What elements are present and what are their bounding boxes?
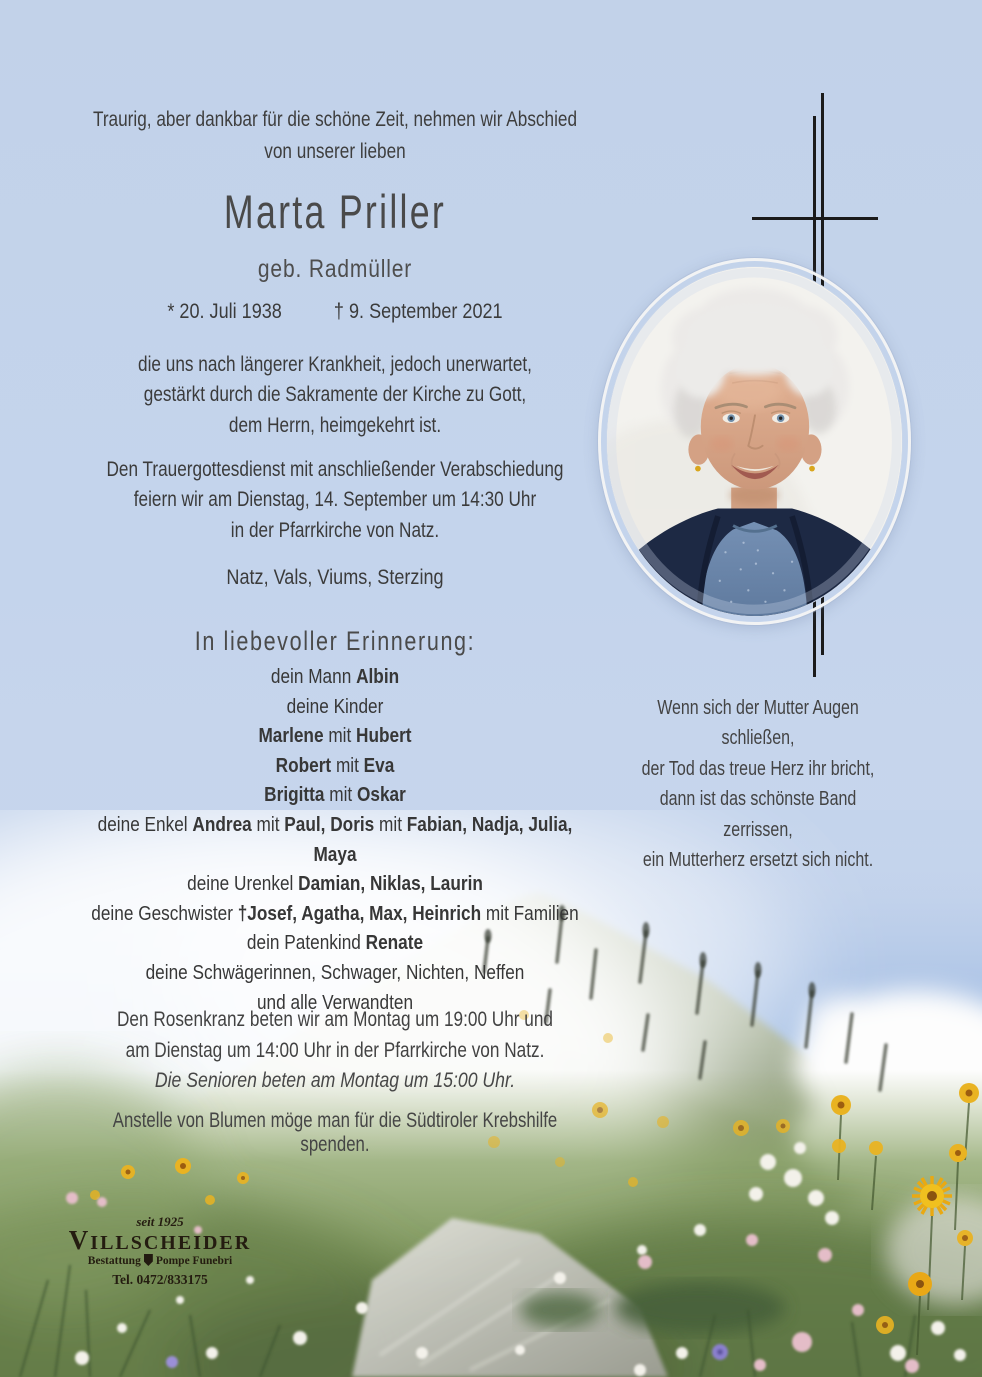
funeral-home-phone: Tel. 0472/833175 bbox=[112, 1272, 208, 1287]
remembrance-title: In liebevoller Erinnerung: bbox=[194, 626, 476, 656]
donation-line: Anstelle von Blumen möge man für die Südtiroler Krebshilfe spenden. bbox=[112, 1109, 558, 1156]
announcement-text: die uns nach längerer Krankheit, jedoch unerwartet, gestärkt durch die Sakramente der Kirche zu Gott, dem Herrn, heimgekehrt ist. bbox=[138, 352, 532, 437]
seniors-prayer-line: Die Senioren beten am Montag um 15:00 Uhr. bbox=[154, 1069, 516, 1092]
service-details: Den Trauergottesdienst mit anschließender Verabschiedung feiern wir am Dienstag, 14. September um 14:30 Uhr in der Pfarrkirche von Natz. bbox=[106, 457, 564, 542]
funeral-home-name: VILLSCHEIDER bbox=[68, 1225, 252, 1255]
intro-text: Traurig, aber dankbar für die schöne Zeit, nehmen wir Abschied von unserer lieben bbox=[92, 107, 578, 163]
deceased-name: Marta Priller bbox=[223, 185, 447, 238]
portrait-photo bbox=[606, 266, 903, 617]
logo-subtitle-right: Pompe Funebri bbox=[155, 1255, 233, 1267]
rosary-details: Den Rosenkranz beten wir am Montag um 19:00 Uhr und am Dienstag um 14:00 Uhr in der Pfarrkirche von Natz. bbox=[117, 1007, 553, 1062]
cross-horizontal-line bbox=[752, 217, 878, 220]
places-line: Natz, Vals, Viums, Sterzing bbox=[226, 565, 444, 589]
funeral-home-logo bbox=[50, 1214, 270, 1288]
maiden-name: geb. Radmüller bbox=[257, 255, 413, 283]
logo-subtitle-left: Bestattung bbox=[87, 1255, 141, 1267]
portrait-photo-frame bbox=[598, 258, 911, 625]
logo-since: seit 1925 bbox=[136, 1214, 184, 1229]
life-dates bbox=[77, 299, 593, 324]
birth-date: * 20. Juli 1938 bbox=[167, 299, 282, 323]
death-date: † 9. September 2021 bbox=[333, 299, 503, 323]
logo-subtitle bbox=[50, 1254, 270, 1267]
mourning-poem: Wenn sich der Mutter Augen schließen, der Tod das treue Herz ihr bricht, dann ist das schönste Band zerrissen, ein Mutterherz ersetzt sich nicht. bbox=[641, 697, 875, 872]
funeral-home-crest-icon bbox=[144, 1254, 153, 1266]
remembrance-list: dein Mann Albin deine Kinder Marlene mit Hubert Robert mit Eva Brigitta mit Oskar deine Enkel Andrea mit Paul, Doris mit Fabian, Nadja, Julia, Maya deine Urenkel Damian, Niklas, Laurin deine Geschwister †Josef, Agatha, Max, Heinrich mit Familien dein Patenkind Renate deine Schwägerinnen, Schwager, Nichten, Neffen und alle Verwandten bbox=[91, 665, 579, 1014]
